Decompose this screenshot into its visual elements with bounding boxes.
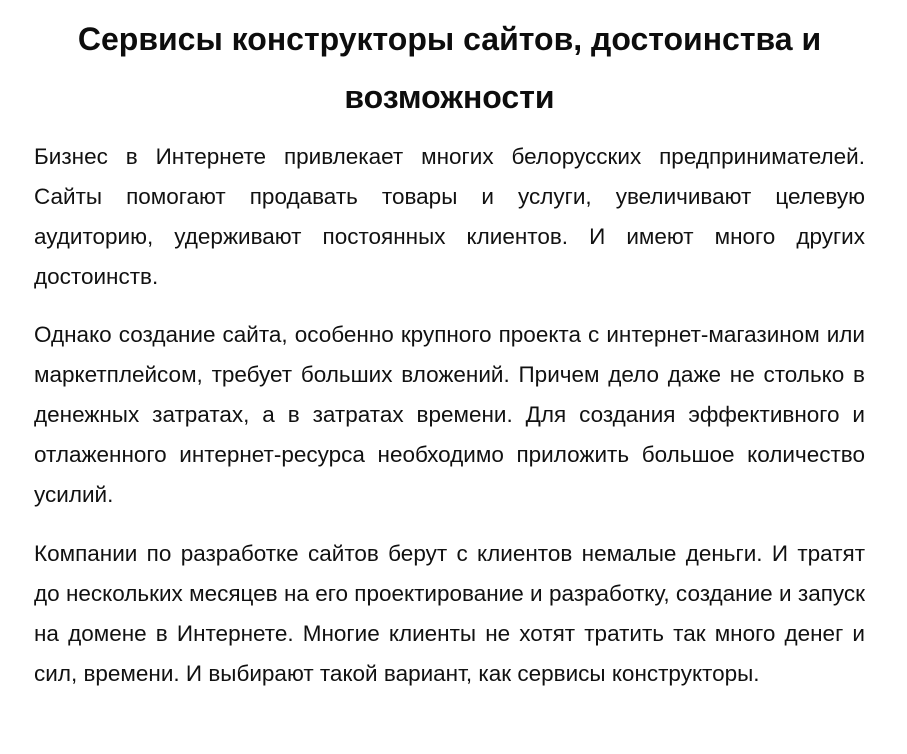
article-paragraph: Компании по разработке сайтов берут с клиентов немалые деньги. И тратят до нескольких месяцев на его проектирование и разработку, создание и запуск на домене в Интернете. Многие клиенты не хотят тратить так много денег и сил, времени. И выбирают такой вариант, как сервисы конструкторы. <box>34 541 865 686</box>
article-paragraph: Однако создание сайта, особенно крупного проекта с интернет-магазином или маркетплейсом, требует больших вложений. Причем дело даже не столько в денежных затратах, а в затратах времени. Для создания эффективного и отлаженного интернет-ресурса необходимо приложить большое количество усилий. <box>34 322 865 507</box>
article-paragraph: Бизнес в Интернете привлекает многих белорусских предпринимателей. Сайты помогают продавать товары и услуги, увеличивают целевую аудиторию, удерживают постоянных клиентов. И имеют много других достоинств. <box>34 144 865 289</box>
page-title: Сервисы конструкторы сайтов, достоинства и возможности <box>77 21 822 115</box>
article <box>34 10 865 694</box>
